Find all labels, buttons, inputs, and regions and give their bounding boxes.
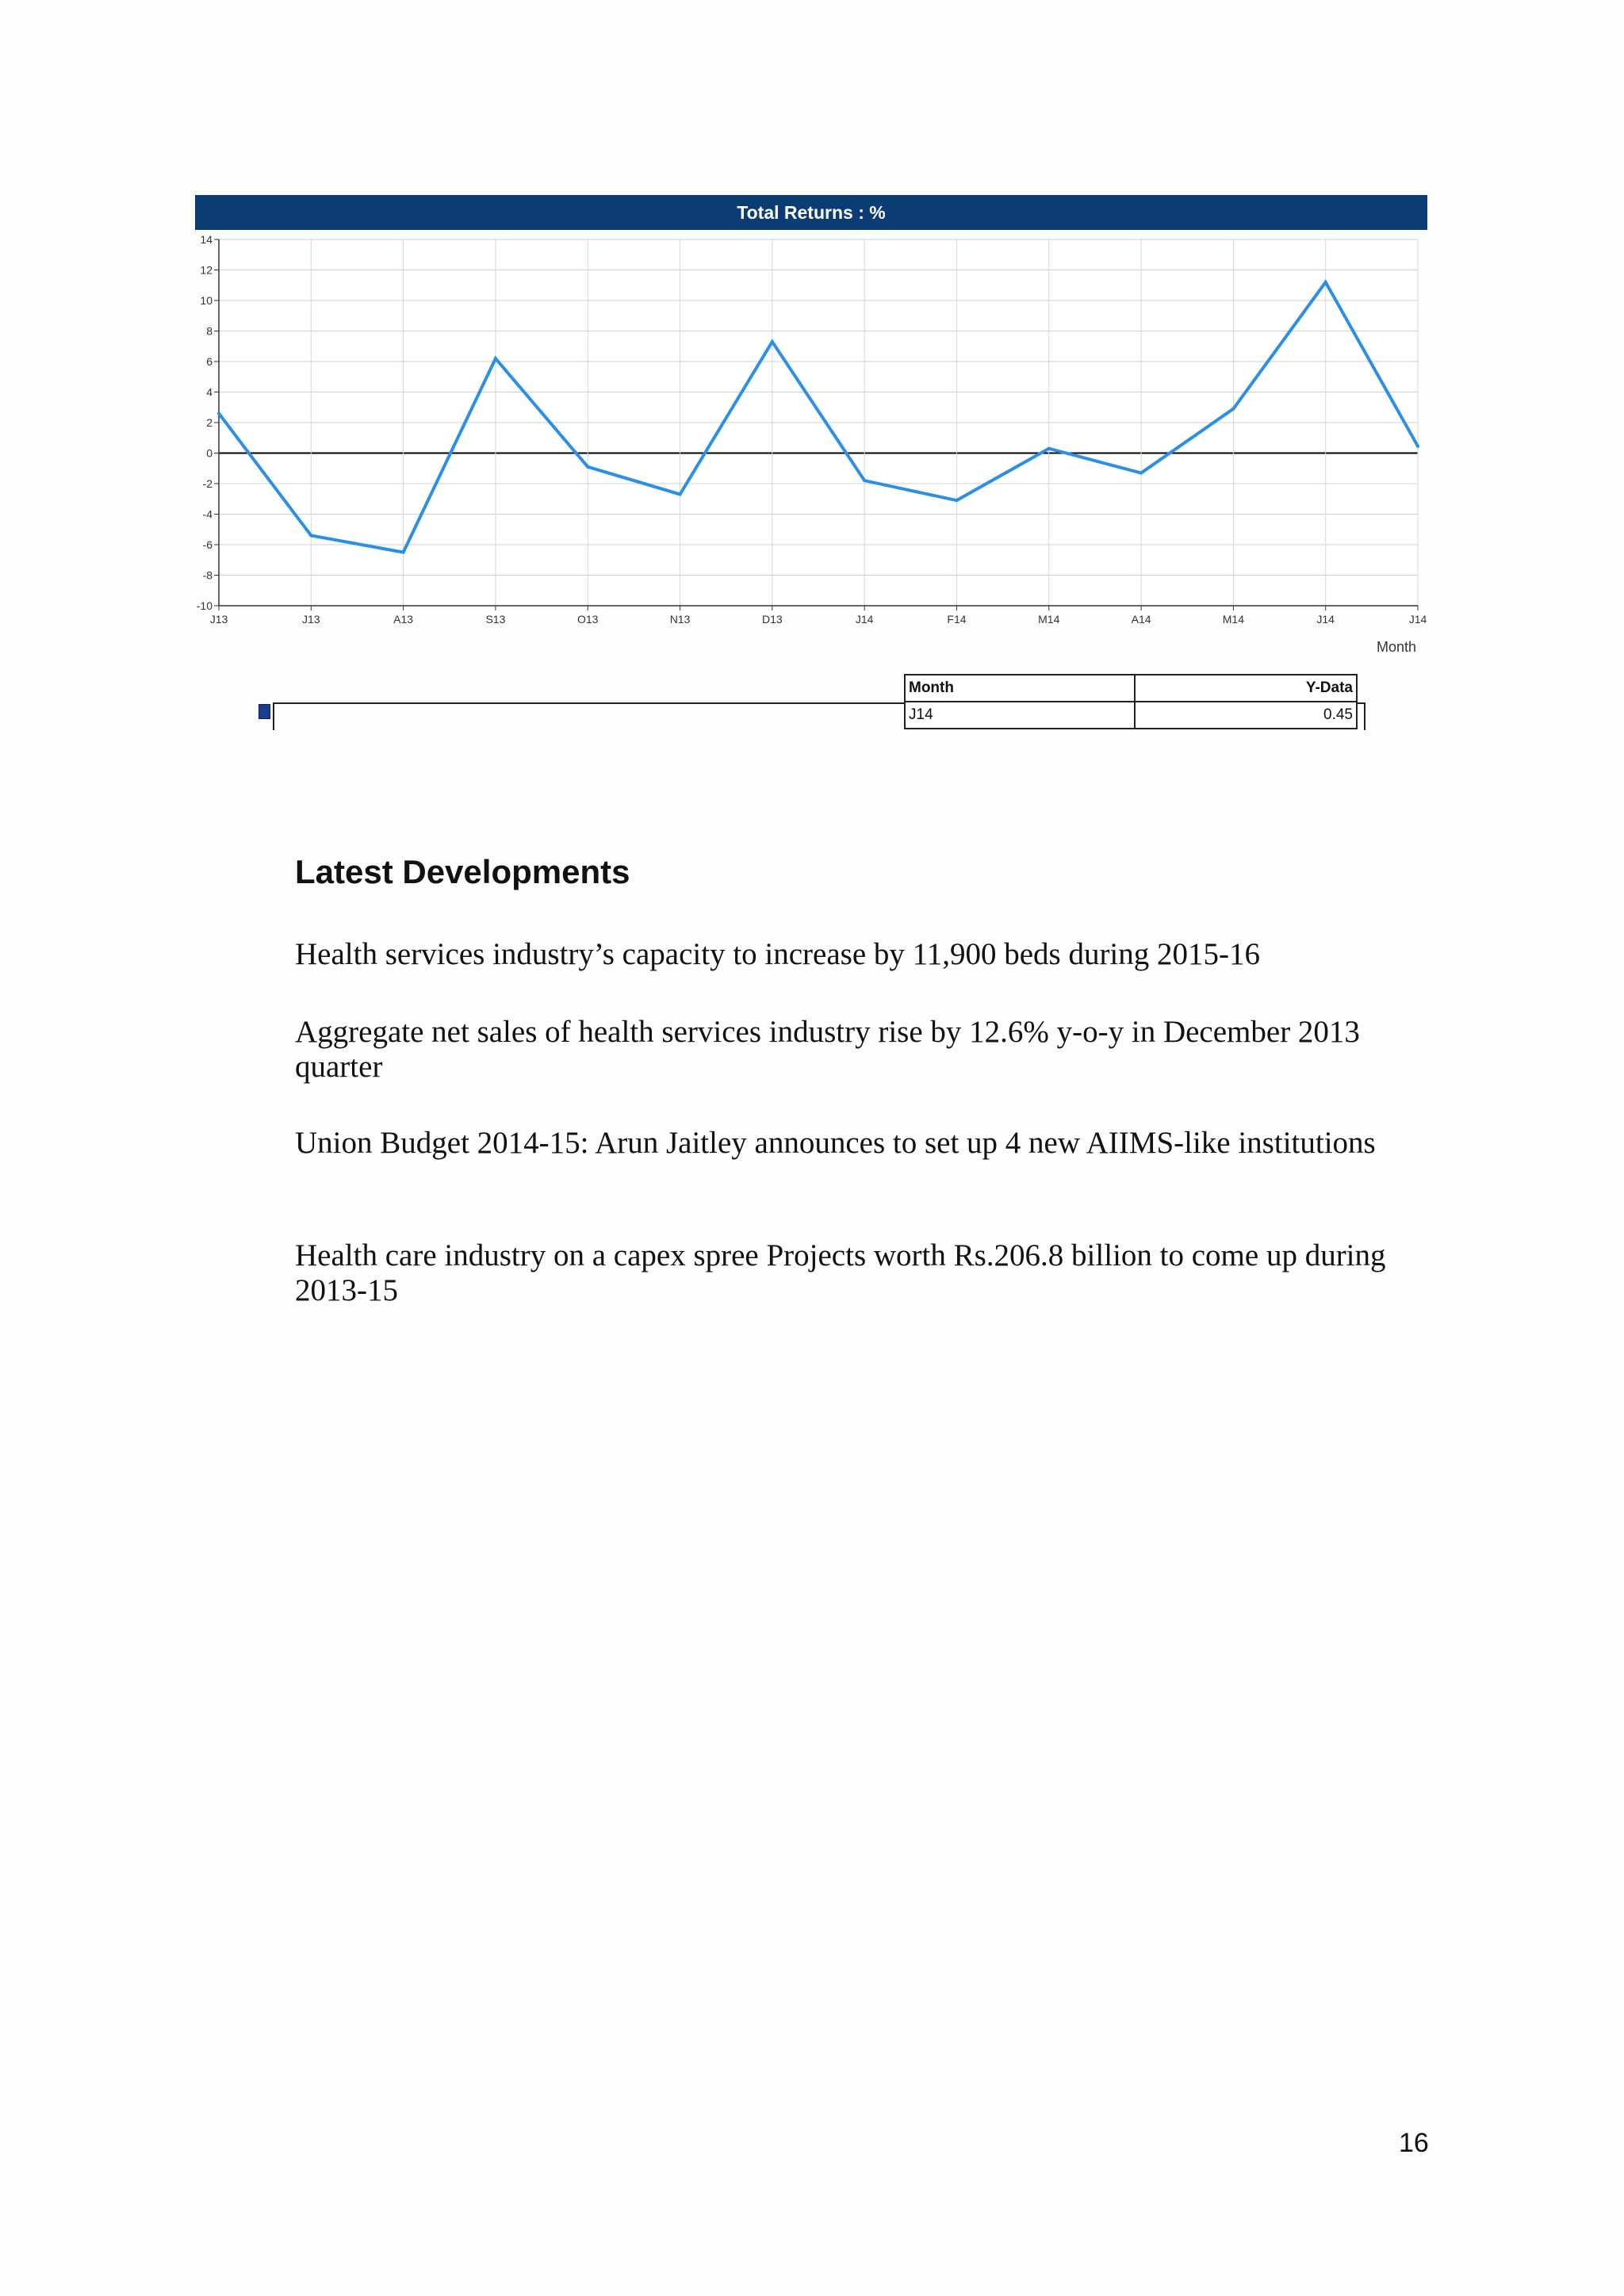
x-tick-label: J13 (302, 613, 320, 626)
data-point (1324, 281, 1327, 284)
development-item: Union Budget 2014-15: Arun Jaitley announces to set up 4 new AIIMS-like institutions (295, 1126, 1376, 1160)
chart-plot (195, 230, 1429, 674)
x-tick-label: J14 (1316, 613, 1335, 626)
page-number: 16 (1399, 2128, 1429, 2158)
data-point (309, 534, 312, 537)
development-item: Health care industry on a capex spree Projects worth Rs.206.8 billion to come up during 2013-15 (295, 1238, 1386, 1307)
y-tick-label: -10 (196, 599, 213, 612)
y-tick-label: 6 (206, 355, 213, 368)
y-tick-label: -8 (202, 568, 213, 582)
series-checkbox[interactable] (259, 704, 270, 719)
table-cell-month: J14 (905, 702, 1135, 729)
table-header-month: Month (905, 675, 1135, 702)
x-tick-label: A13 (393, 613, 414, 626)
data-point (1416, 445, 1419, 448)
data-point (586, 465, 589, 469)
table-row (905, 702, 1357, 729)
data-point (771, 340, 774, 343)
x-tick-label: D13 (762, 613, 783, 626)
development-item: Health services industry’s capacity to increase by 11,900 beds during 2015-16 (295, 937, 1260, 971)
y-tick-label: 4 (206, 385, 213, 399)
total-returns-chart (195, 195, 1429, 734)
x-tick-label: S13 (485, 613, 506, 626)
development-item: Aggregate net sales of health services industry rise by 12.6% y-o-y in December 2013 quarter (295, 1015, 1360, 1084)
x-tick-label: M14 (1038, 613, 1060, 626)
table-header-ydata: Y-Data (1135, 675, 1357, 702)
x-tick-label: J14 (855, 613, 874, 626)
chart-title: Total Returns : % (195, 195, 1427, 230)
x-tick-label: F14 (947, 613, 967, 626)
data-table (904, 674, 1358, 729)
y-tick-label: 2 (206, 416, 213, 429)
x-axis-label: Month (1376, 639, 1416, 655)
x-tick-label: A14 (1131, 613, 1151, 626)
x-tick-label: J14 (1408, 613, 1427, 626)
data-point (1231, 408, 1235, 411)
x-tick-label: O13 (576, 613, 599, 626)
data-point (863, 479, 866, 482)
x-tick-label: M14 (1222, 613, 1245, 626)
data-point (1139, 472, 1143, 475)
x-tick-label: J13 (209, 613, 228, 626)
data-point (955, 499, 958, 502)
data-point (1048, 447, 1051, 450)
section-heading: Latest Developments (295, 853, 630, 890)
y-tick-label: -4 (202, 507, 213, 521)
y-tick-label: -2 (202, 477, 213, 490)
y-tick-label: 12 (200, 263, 213, 277)
y-tick-label: -6 (202, 538, 213, 551)
y-tick-label: 8 (206, 324, 213, 338)
y-tick-label: 0 (206, 446, 213, 460)
data-point (217, 411, 220, 415)
y-tick-label: 14 (200, 233, 213, 246)
x-tick-label: N13 (669, 613, 691, 626)
y-tick-label: 10 (200, 294, 213, 307)
table-cell-ydata: 0.45 (1135, 702, 1357, 729)
data-point (679, 492, 682, 496)
data-point (494, 357, 497, 360)
data-point (402, 551, 405, 554)
